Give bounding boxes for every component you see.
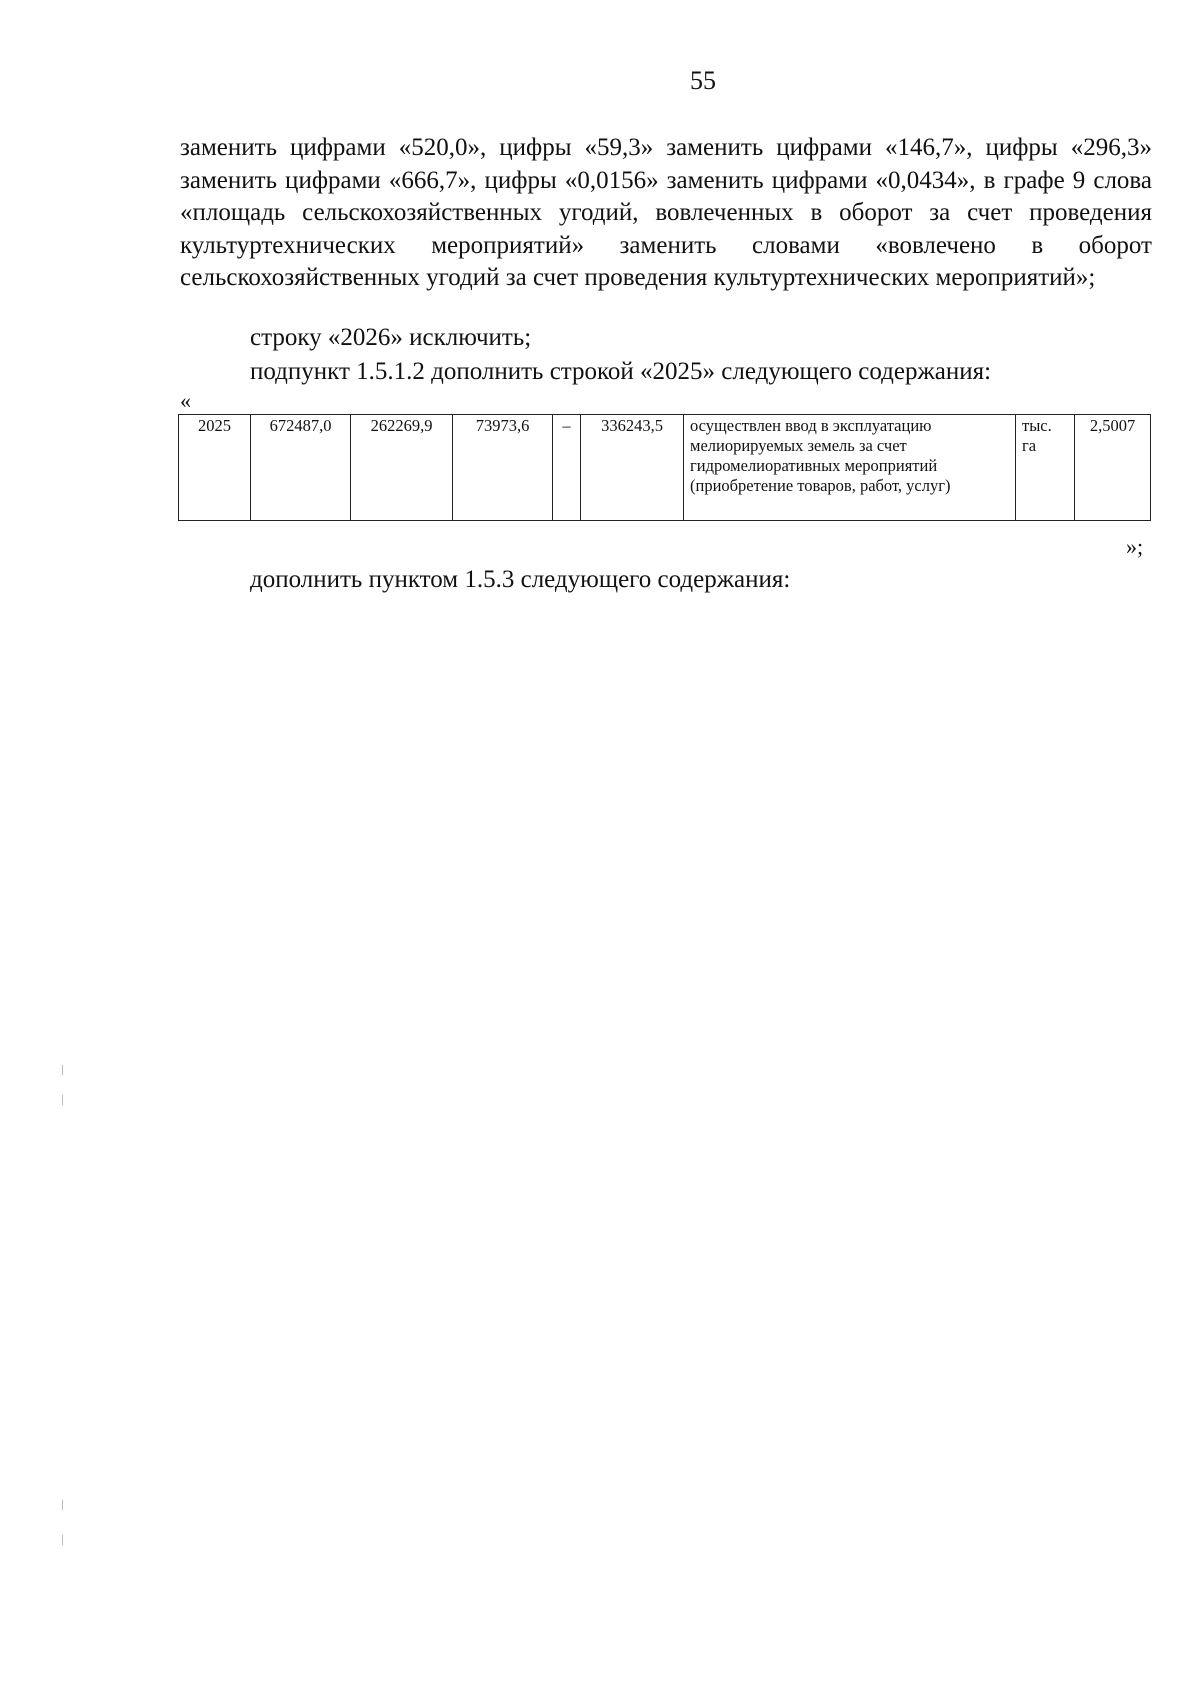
page-number: 55 [690,66,716,95]
closing-quote: »; [1126,534,1144,559]
cell-year: 2025 [179,415,251,521]
inserted-row-table [178,414,1151,521]
cell-amount-3: 73973,6 [453,415,553,521]
cell-value: 2,5007 [1075,415,1151,521]
paragraph-exclude-row: строку «2026» исключить; [250,324,532,351]
scan-artifact [62,1065,63,1075]
scan-artifact [62,1500,63,1510]
cell-total: 672487,0 [251,415,351,521]
paragraph-replacement-text: заменить цифрами «520,0», цифры «59,3» заменить цифрами «146,7», цифры «296,3» заменить цифрами «666,7», цифры «0,0156» заменить цифрами «0,0434», в графе 9 слова «площадь сельскохозяйственных угодий, вовлеченных в оборот за счет проведения культуртехнических мероприятий» заменить словами «вовлечено в оборот сельскохозяйственных угодий за счет проведения культуртехнических мероприятий»; [180,134,1152,291]
cell-amount-5: 336243,5 [581,415,684,521]
paragraph-add-item: дополнить пунктом 1.5.3 следующего содержания: [250,566,791,593]
scan-artifact [62,1535,63,1545]
opening-quote: « [180,388,191,413]
scan-artifact [62,1095,63,1105]
cell-unit: тыс. га [1016,415,1075,521]
cell-amount-2: 262269,9 [351,415,453,521]
table-row [179,415,1151,521]
paragraph-add-row: подпункт 1.5.1.2 дополнить строкой «2025» следующего содержания: [250,358,992,385]
cell-amount-4: – [553,415,581,521]
cell-indicator: осуществлен ввод в эксплуатацию мелиорируемых земель за счет гидромелиоративных мероприятий (приобретение товаров, работ, услуг) [684,415,1016,521]
